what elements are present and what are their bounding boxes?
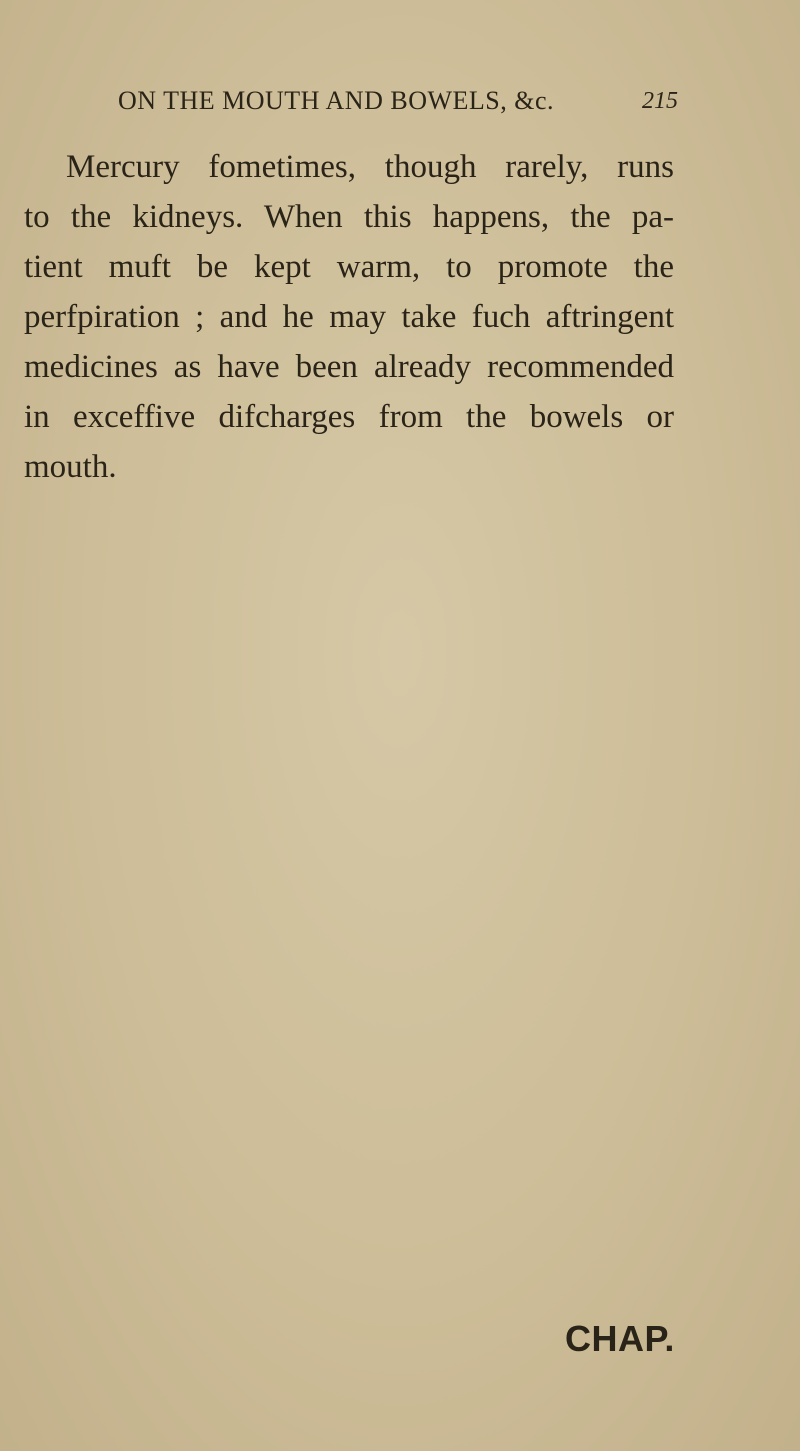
text-line: to the kidneys. When this happens, the pa- [24, 199, 674, 235]
page-number: 215 [642, 88, 678, 114]
catchword: CHAP. [565, 1318, 675, 1359]
body-paragraph [24, 142, 674, 492]
text-line: medicines as have been already recommended [24, 349, 674, 385]
text-line: perfpiration ; and he may take fuch aftringent [24, 299, 674, 335]
text-line: mouth. [24, 449, 117, 485]
text-line: Mercury fometimes, though rarely, runs [66, 149, 674, 185]
text-line: in exceffive difcharges from the bowels or [24, 399, 674, 435]
running-head [118, 86, 678, 126]
running-head-title: ON THE MOUTH AND BOWELS, &c. [118, 86, 554, 115]
text-line: tient muft be kept warm, to promote the [24, 249, 674, 285]
